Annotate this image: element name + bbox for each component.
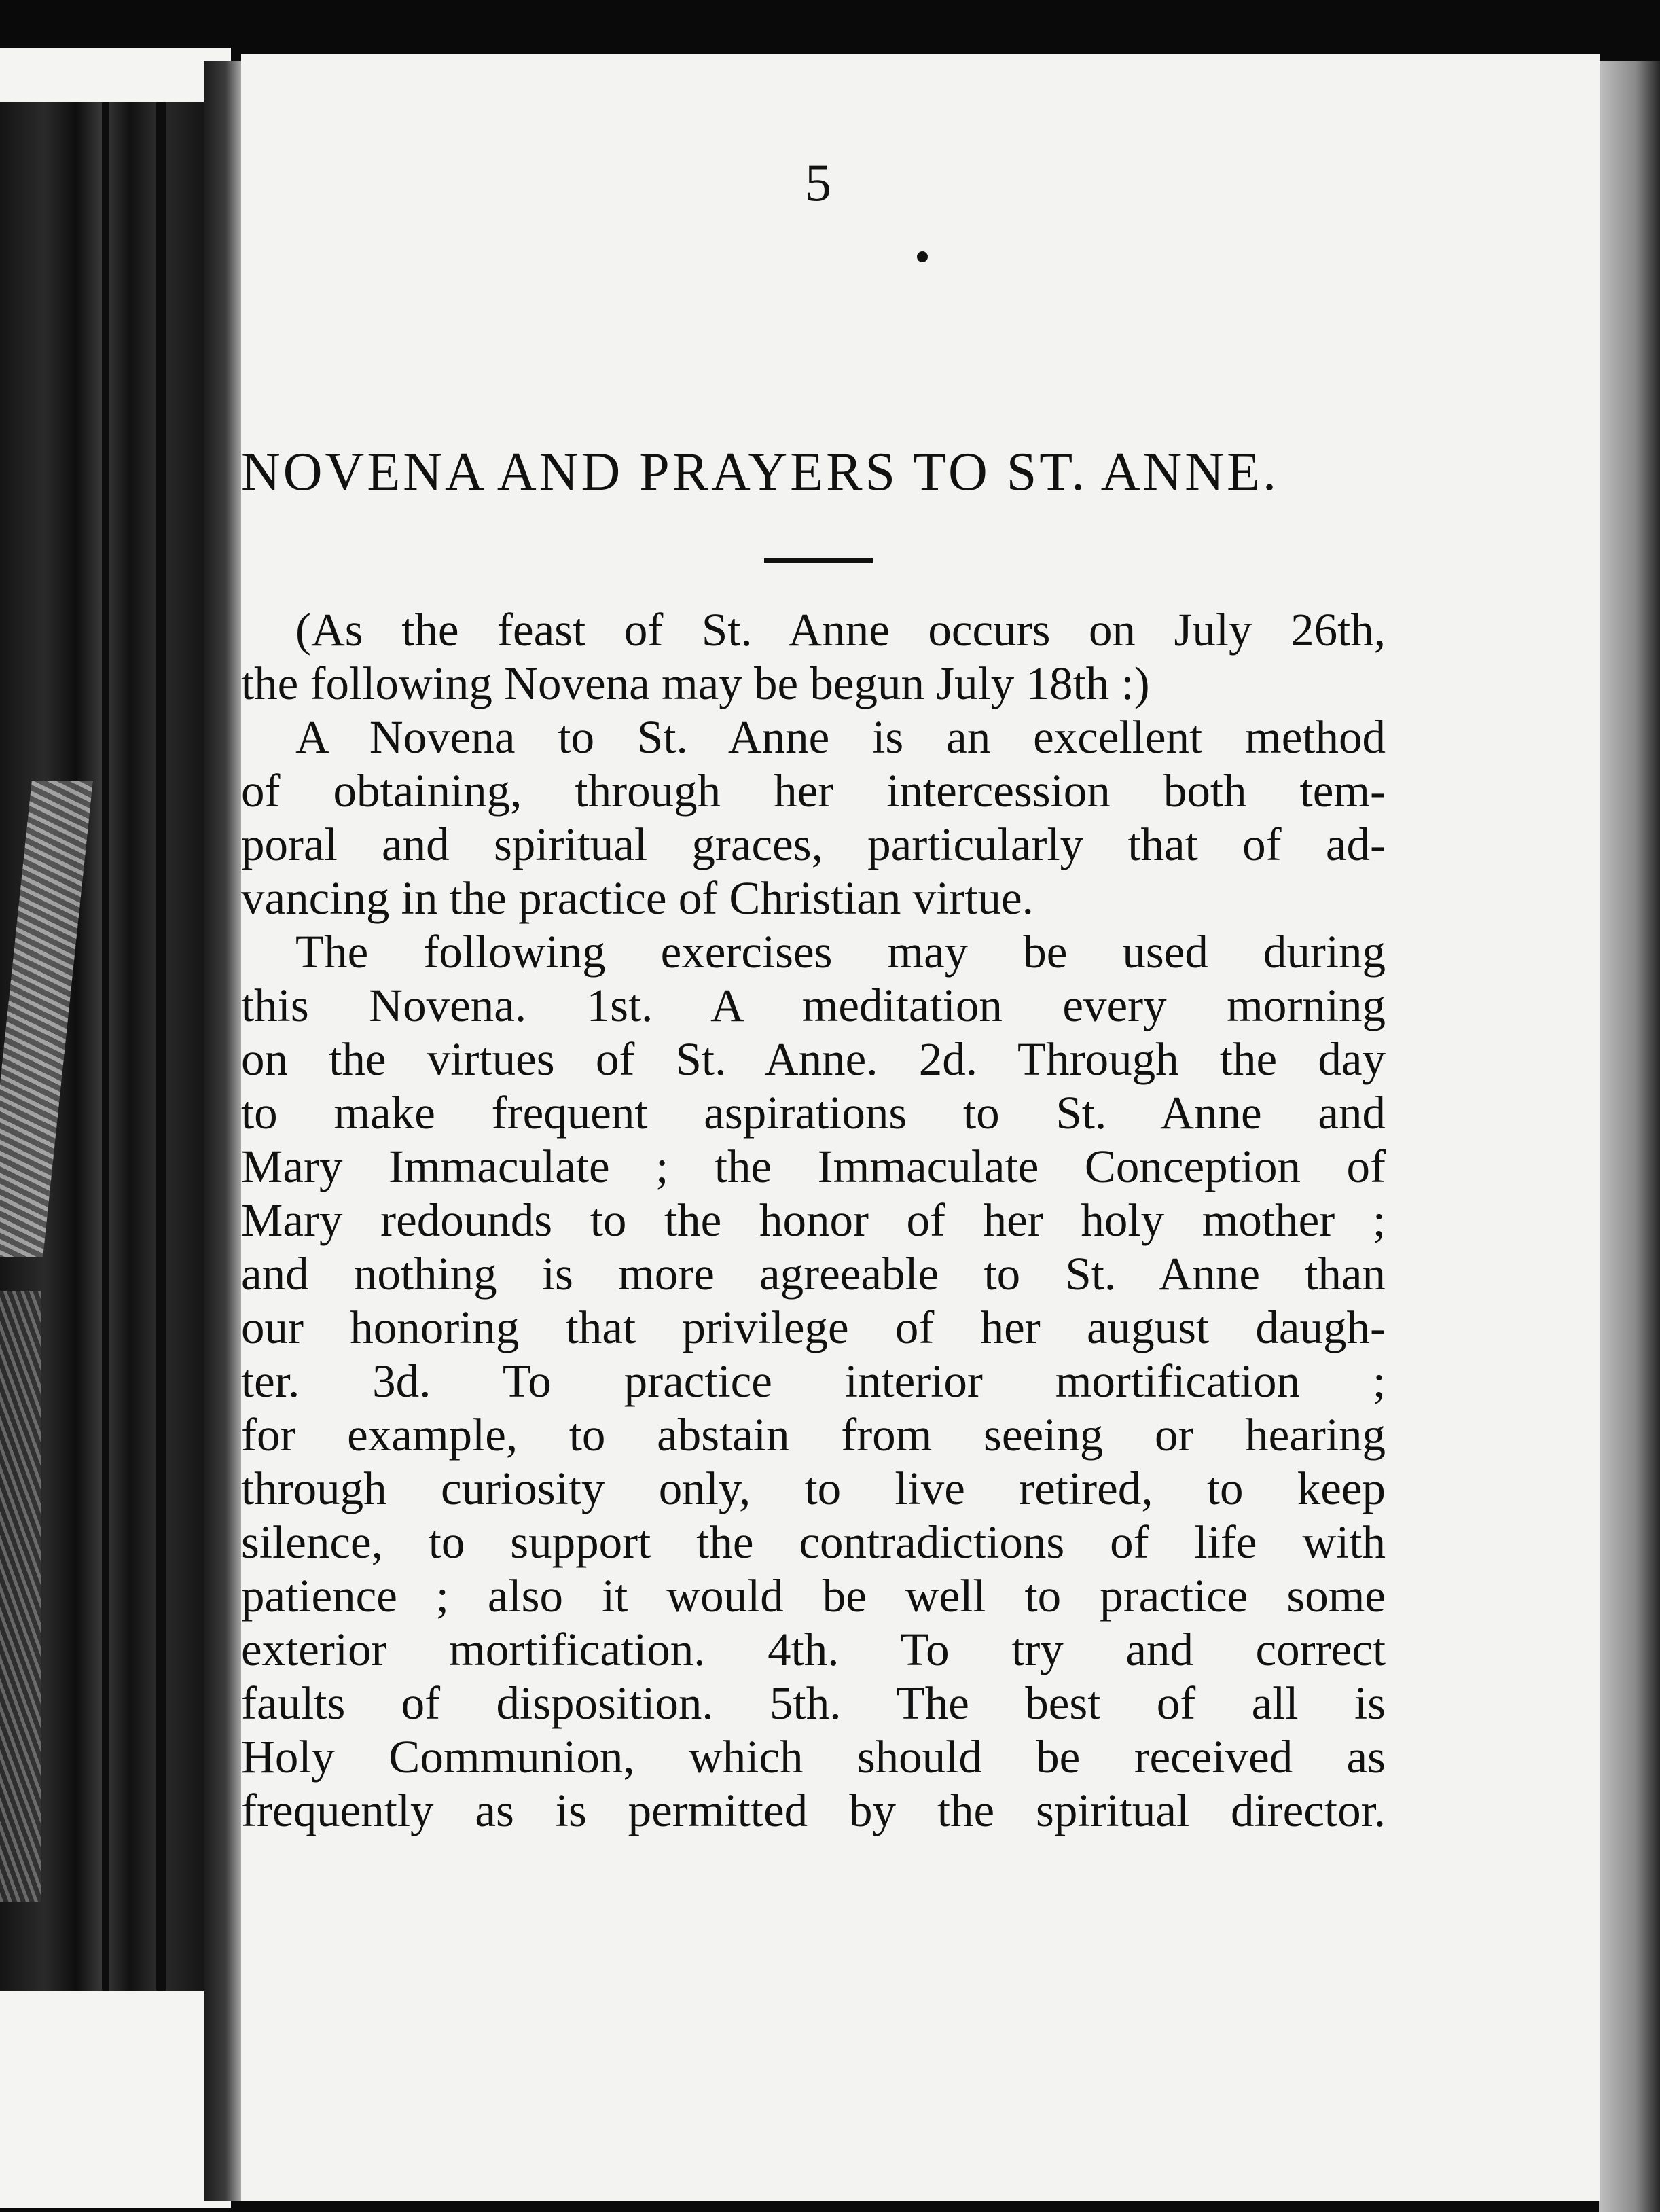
text-line: (As the feast of St. Anne occurs on July 26th, [295,604,1386,656]
text-line: Mary Immaculate ; the Immaculate Conception of [241,1141,1386,1192]
text-line: frequently as is permitted by the spiritual director. [241,1785,1386,1836]
text-line: on the virtues of St. Anne. 2d. Through the day [241,1033,1386,1085]
text-line: patience ; also it would be well to practice some [241,1570,1386,1622]
text-line: and nothing is more agreeable to St. Anne than [241,1248,1386,1300]
text-line: ter. 3d. To practice interior mortification ; [241,1355,1386,1407]
text-line: through curiosity only, to live retired, to keep [241,1463,1386,1514]
illustration-drapery-light [0,781,93,1257]
body-text [241,603,1386,1838]
text-line: poral and spiritual graces, particularly that of ad- [241,819,1386,870]
illustration-drapery-shade [0,1291,41,1902]
text-line: A Novena to St. Anne is an excellent method [295,711,1386,763]
page-edge-shadow [1599,61,1660,2212]
illustration-streak [102,102,109,1991]
printer-dot [917,251,928,262]
title-rule [764,558,873,563]
text-line: of obtaining, through her intercession both tem- [241,765,1386,817]
text-line: our honoring that privilege of her august daugh- [241,1302,1386,1353]
text-line: for example, to abstain from seeing or hearing [241,1409,1386,1461]
page-number: 5 [805,153,831,212]
text-line: exterior mortification. 4th. To try and correct [241,1624,1386,1675]
text-line: vancing in the practice of Christian virtue. [241,872,1034,924]
illustration-streak [156,102,166,1991]
text-line: silence, to support the contradictions of life with [241,1516,1386,1568]
facing-page-illustration [0,102,224,1991]
text-line: faults of disposition. 5th. The best of all is [241,1677,1386,1729]
text-line: the following Novena may be begun July 18th :) [241,658,1150,709]
page-title: NOVENA AND PRAYERS TO ST. ANNE. [241,442,1279,502]
text-line: The following exercises may be used during [295,926,1386,978]
text-line: Mary redounds to the honor of her holy mother ; [241,1194,1386,1246]
text-line: Holy Communion, which should be received as [241,1731,1386,1783]
book-page [241,54,1600,2201]
text-line: this Novena. 1st. A meditation every morning [241,980,1386,1031]
text-line: to make frequent aspirations to St. Anne and [241,1087,1386,1139]
